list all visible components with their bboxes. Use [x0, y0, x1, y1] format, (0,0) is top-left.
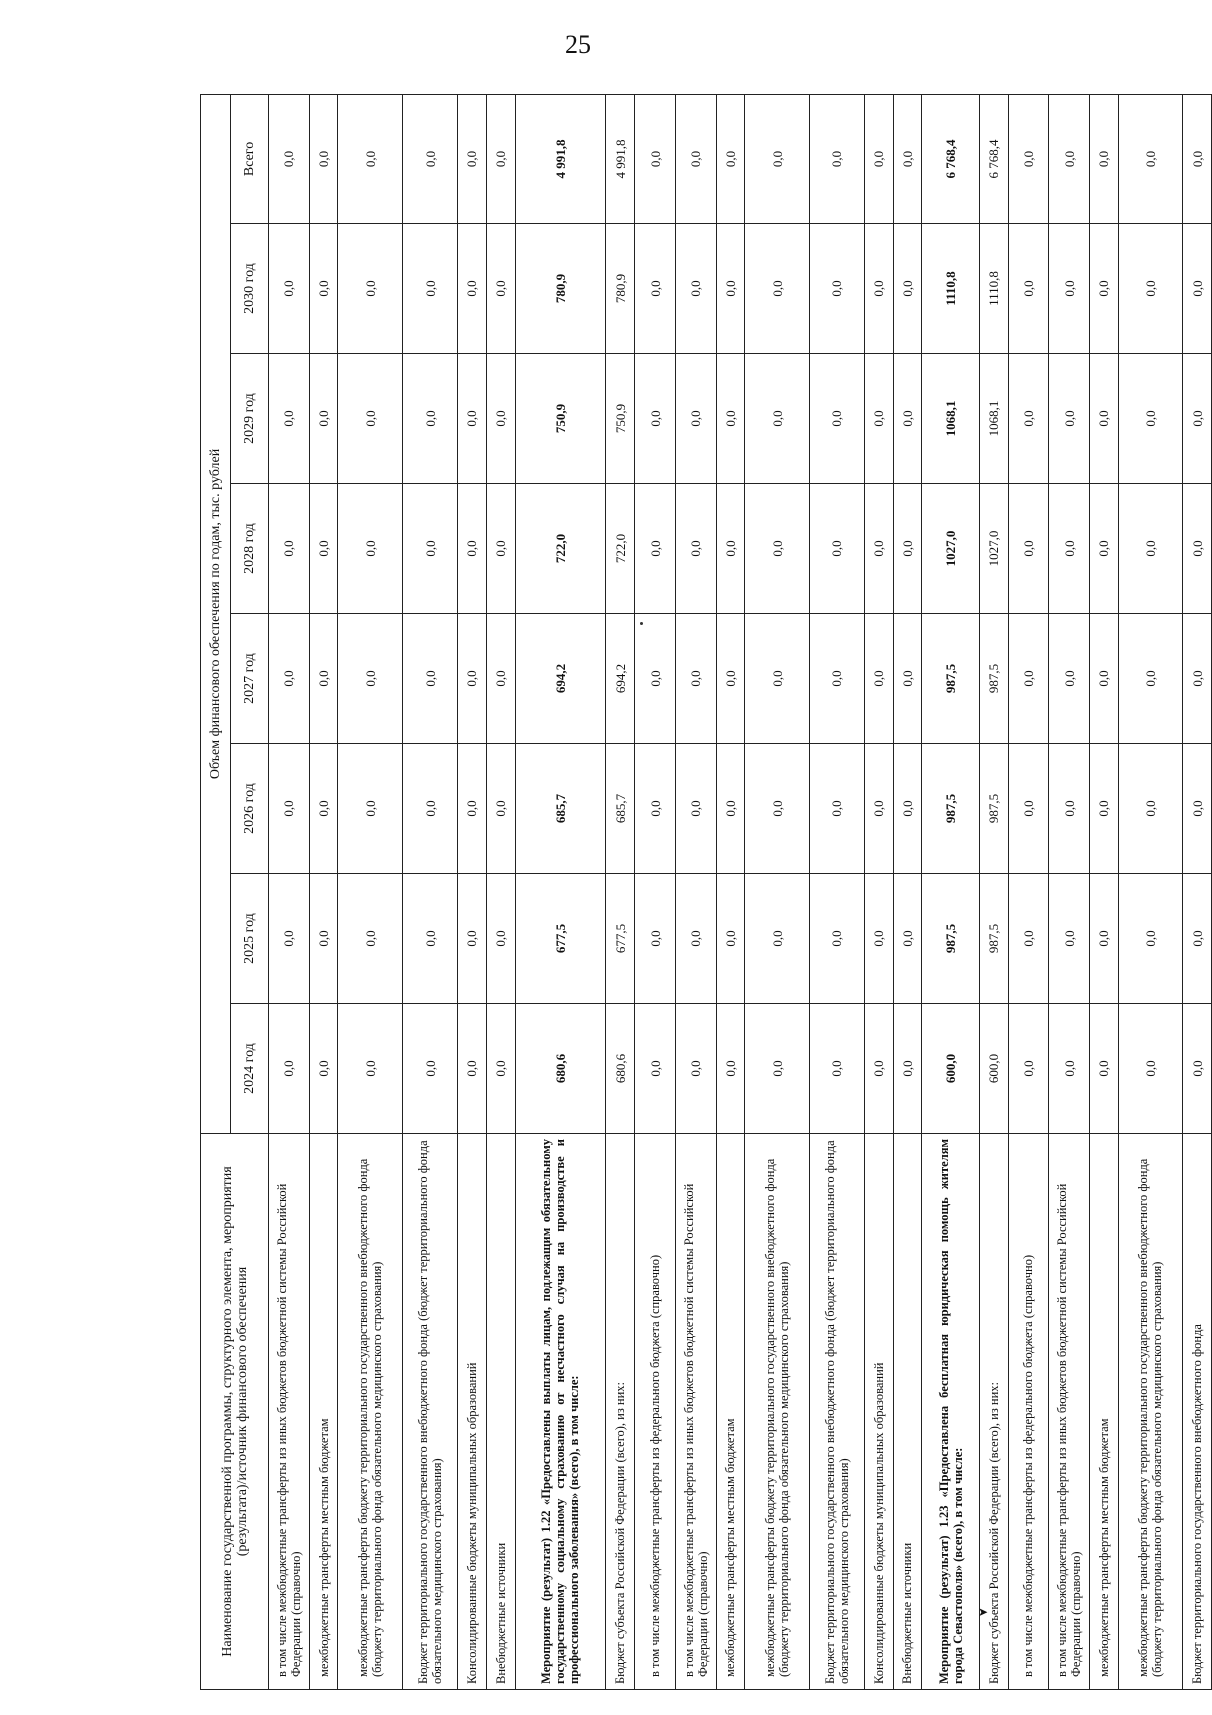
row-value: 0,0	[893, 484, 922, 614]
row-value: 0,0	[1049, 1004, 1090, 1134]
row-value: 0,0	[486, 874, 515, 1004]
row-value: 0,0	[893, 224, 922, 354]
row-value: 0,0	[1183, 744, 1212, 874]
table-row	[1183, 94, 1212, 1689]
row-value: 0,0	[1183, 1004, 1212, 1134]
row-value: 4 991,8	[515, 94, 606, 223]
page-number: 25	[565, 30, 591, 59]
row-value: 0,0	[458, 484, 487, 614]
row-name: Бюджет субъекта Российской Федерации (всего), из них:	[979, 1134, 1008, 1690]
row-value: 0,0	[809, 484, 864, 614]
table-row	[403, 94, 458, 1689]
row-value: 1027,0	[922, 484, 979, 614]
row-value: 0,0	[864, 354, 893, 484]
row-value: 0,0	[1089, 1004, 1118, 1134]
row-value: 0,0	[403, 1004, 458, 1134]
row-name: в том числе межбюджетные трансферты из федерального бюджета (справочно)	[1008, 1134, 1049, 1690]
header-group: Объем финансового обеспечения по годам, тыс. рублей	[201, 94, 231, 1133]
header-year: 2025 год	[231, 874, 269, 1004]
header-year: 2030 год	[231, 224, 269, 354]
row-name: межбюджетные трансферты бюджету территориального государственного внебюджетного фонда (бюджету территориального фонда обязательного медицинского страхования)	[1118, 1134, 1183, 1690]
row-value: 0,0	[1049, 354, 1090, 484]
row-value: 0,0	[309, 354, 338, 484]
row-value: 0,0	[486, 484, 515, 614]
row-value: 0,0	[1183, 874, 1212, 1004]
row-value: 0,0	[338, 744, 403, 874]
row-value: 0,0	[269, 354, 310, 484]
row-value: 0,0	[809, 94, 864, 223]
row-value: 694,2	[515, 614, 606, 744]
row-value: 987,5	[922, 744, 979, 874]
row-value: 0,0	[864, 744, 893, 874]
row-value: 0,0	[1008, 614, 1049, 744]
financing-table	[200, 94, 1212, 1690]
row-value: 0,0	[458, 354, 487, 484]
row-value: 0,0	[1118, 94, 1183, 223]
row-value: 0,0	[716, 1004, 745, 1134]
table-row	[1008, 94, 1049, 1689]
row-value: 0,0	[1183, 614, 1212, 744]
row-value: 0,0	[1049, 484, 1090, 614]
row-value: 0,0	[458, 94, 487, 223]
row-value: 0,0	[269, 224, 310, 354]
row-value: 694,2	[606, 614, 635, 744]
row-value: 6 768,4	[922, 94, 979, 223]
row-value: 6 768,4	[979, 94, 1008, 223]
row-value: 0,0	[893, 354, 922, 484]
row-value: 0,0	[486, 354, 515, 484]
row-value: 0,0	[1183, 94, 1212, 223]
row-value: 0,0	[403, 354, 458, 484]
row-value: 677,5	[515, 874, 606, 1004]
row-value: 0,0	[458, 744, 487, 874]
row-value: 0,0	[269, 484, 310, 614]
row-value: 0,0	[864, 1004, 893, 1134]
row-value: 0,0	[675, 354, 716, 484]
row-name: в том числе межбюджетные трансферты из иных бюджетов бюджетной системы Российской Федерации (справочно)	[675, 1134, 716, 1690]
header-year: 2024 год	[231, 1004, 269, 1134]
row-value: 0,0	[893, 744, 922, 874]
row-value: 722,0	[606, 484, 635, 614]
table-row	[745, 94, 810, 1689]
row-value: 780,9	[606, 224, 635, 354]
row-value: 0,0	[486, 1004, 515, 1134]
row-value: 0,0	[1049, 224, 1090, 354]
row-value: 4 991,8	[606, 94, 635, 223]
row-name: Внебюджетные источники	[893, 1134, 922, 1690]
row-value: 0,0	[675, 94, 716, 223]
table-row	[338, 94, 403, 1689]
row-name: в том числе межбюджетные трансферты из федерального бюджета (справочно)	[635, 1134, 676, 1690]
row-value: 1110,8	[922, 224, 979, 354]
row-value: 0,0	[1089, 744, 1118, 874]
row-name: Бюджет территориального государственного внебюджетного фонда (бюджет территориального фонда обязательного медицинского страхования)	[403, 1134, 458, 1690]
header-year: 2029 год	[231, 354, 269, 484]
row-value: 0,0	[309, 484, 338, 614]
row-value: 0,0	[745, 1004, 810, 1134]
row-name: межбюджетные трансферты местным бюджетам	[309, 1134, 338, 1690]
row-value: 0,0	[1089, 354, 1118, 484]
row-value: 0,0	[864, 224, 893, 354]
row-value: 0,0	[675, 874, 716, 1004]
row-value: 750,9	[515, 354, 606, 484]
row-value: 0,0	[309, 874, 338, 1004]
row-value: 0,0	[486, 614, 515, 744]
arrow-mark-icon: ➤	[978, 1605, 989, 1619]
row-value: 0,0	[675, 614, 716, 744]
row-value: 0,0	[269, 94, 310, 223]
row-value: 0,0	[403, 744, 458, 874]
row-value: 0,0	[809, 224, 864, 354]
row-value: 0,0	[809, 614, 864, 744]
header-year: 2028 год	[231, 484, 269, 614]
row-value: 600,0	[922, 1004, 979, 1134]
row-value: 0,0	[1118, 874, 1183, 1004]
row-value: 0,0	[745, 224, 810, 354]
row-value: 0,0	[635, 744, 676, 874]
row-value: 0,0	[403, 614, 458, 744]
row-value: 0,0	[403, 874, 458, 1004]
row-name: Консолидированные бюджеты муниципальных образований	[458, 1134, 487, 1690]
row-value: 0,0	[309, 224, 338, 354]
row-value: 0,0	[309, 1004, 338, 1134]
table-row	[309, 94, 338, 1689]
row-value: 0,0	[675, 1004, 716, 1134]
row-value: 0,0	[338, 1004, 403, 1134]
row-name: Бюджет территориального государственного внебюджетного фонда	[1183, 1134, 1212, 1690]
row-value: 0,0	[809, 744, 864, 874]
row-value: 0,0	[338, 484, 403, 614]
row-value: 0,0	[809, 874, 864, 1004]
row-value: 1110,8	[979, 224, 1008, 354]
row-value: 0,0	[1089, 614, 1118, 744]
row-value: 0,0	[1008, 224, 1049, 354]
row-name: Мероприятие (результат) 1.23 «Предоставлена бесплатная юридическая помощь жителям города Севастополя» (всего), в том числе:	[922, 1134, 979, 1690]
header-name-column: Наименование государственной программы, структурного элемента, мероприятия (результата)/источник финансового обеспечения	[201, 1134, 269, 1690]
table-row	[979, 94, 1008, 1689]
row-value: 0,0	[675, 224, 716, 354]
row-value: 0,0	[269, 744, 310, 874]
row-value: 0,0	[675, 744, 716, 874]
row-value: 0,0	[864, 874, 893, 1004]
row-value: 0,0	[403, 224, 458, 354]
row-value: 0,0	[745, 744, 810, 874]
row-value: 780,9	[515, 224, 606, 354]
row-value: 0,0	[1008, 744, 1049, 874]
row-value: 0,0	[809, 1004, 864, 1134]
row-value: 0,0	[458, 224, 487, 354]
row-value: 0,0	[1089, 94, 1118, 223]
row-value: 0,0	[1118, 614, 1183, 744]
row-value: 0,0	[309, 94, 338, 223]
row-value: 0,0	[745, 94, 810, 223]
row-value: 0,0	[1118, 224, 1183, 354]
row-name: в том числе межбюджетные трансферты из иных бюджетов бюджетной системы Российской Федерации (справочно)	[1049, 1134, 1090, 1690]
row-value: 0,0	[403, 94, 458, 223]
row-value: 0,0	[1049, 744, 1090, 874]
row-value: 0,0	[1049, 614, 1090, 744]
row-value: 685,7	[515, 744, 606, 874]
row-value: 0,0	[809, 354, 864, 484]
row-value: 0,0	[338, 94, 403, 223]
row-value: 0,0	[1118, 744, 1183, 874]
row-value: 750,9	[606, 354, 635, 484]
row-value: 0,0	[458, 614, 487, 744]
row-value: 0,0	[635, 224, 676, 354]
row-name: межбюджетные трансферты местным бюджетам	[716, 1134, 745, 1690]
row-value: 600,0	[979, 1004, 1008, 1134]
header-year: 2027 год	[231, 614, 269, 744]
row-value: 987,5	[979, 614, 1008, 744]
row-value: 0,0	[269, 874, 310, 1004]
row-value: 0,0	[675, 484, 716, 614]
table-row	[864, 94, 893, 1689]
row-value: 677,5	[606, 874, 635, 1004]
row-value: 0,0	[1049, 94, 1090, 223]
row-value: 0,0	[486, 94, 515, 223]
row-value: 0,0	[1118, 484, 1183, 614]
row-value: 0,0	[1008, 484, 1049, 614]
row-value: 0,0	[309, 614, 338, 744]
row-value: 0,0	[893, 874, 922, 1004]
table-row	[1089, 94, 1118, 1689]
row-value: 0,0	[893, 94, 922, 223]
row-value: 0,0	[635, 94, 676, 223]
row-value: 0,0	[1089, 874, 1118, 1004]
row-value: 0,0	[1008, 354, 1049, 484]
row-value: 0,0	[1089, 224, 1118, 354]
row-value: 0,0	[893, 614, 922, 744]
row-name: в том числе межбюджетные трансферты из иных бюджетов бюджетной системы Российской Федерации (справочно)	[269, 1134, 310, 1690]
row-value: 685,7	[606, 744, 635, 874]
row-value: 0,0	[486, 224, 515, 354]
row-name: Консолидированные бюджеты муниципальных образований	[864, 1134, 893, 1690]
row-name: Внебюджетные источники	[486, 1134, 515, 1690]
row-value: 0,0	[338, 224, 403, 354]
row-value: 1068,1	[979, 354, 1008, 484]
row-value: 0,0	[745, 614, 810, 744]
row-value: 0,0	[745, 874, 810, 1004]
row-value: 0,0	[1183, 354, 1212, 484]
row-name: Мероприятие (результат) 1.22 «Предоставлены выплаты лицам, подлежащим обязательному государственному социальному страхованию от несчастного случая на производстве и профессионального заболевания» (всего), в том числе:	[515, 1134, 606, 1690]
table-row	[269, 94, 310, 1689]
row-value: 0,0	[635, 874, 676, 1004]
row-value: 0,0	[1183, 484, 1212, 614]
row-value: 0,0	[309, 744, 338, 874]
row-value: 1027,0	[979, 484, 1008, 614]
row-value: 987,5	[979, 744, 1008, 874]
table-row	[486, 94, 515, 1689]
row-value: 0,0	[635, 484, 676, 614]
row-value: 0,0	[458, 1004, 487, 1134]
row-value: 0,0	[1118, 354, 1183, 484]
header-year: Всего	[231, 94, 269, 223]
row-name: межбюджетные трансферты местным бюджетам	[1089, 1134, 1118, 1690]
rotated-table-container	[200, 95, 1212, 1690]
row-name: Бюджет территориального государственного внебюджетного фонда (бюджет территориального фонда обязательного медицинского страхования)	[809, 1134, 864, 1690]
row-value: 0,0	[864, 94, 893, 223]
row-value: 0,0	[864, 484, 893, 614]
row-value: 0,0	[716, 94, 745, 223]
row-value: 680,6	[606, 1004, 635, 1134]
header-year: 2026 год	[231, 744, 269, 874]
table-row	[922, 94, 979, 1689]
row-value: 0,0	[635, 1004, 676, 1134]
row-value: 0,0	[486, 744, 515, 874]
row-value: 0,0	[269, 614, 310, 744]
row-name: Бюджет субъекта Российской Федерации (всего), из них:	[606, 1134, 635, 1690]
row-value: 987,5	[922, 614, 979, 744]
row-value: 0,0	[716, 614, 745, 744]
row-value: 0,0	[745, 484, 810, 614]
row-value: 0,0	[403, 484, 458, 614]
row-value: 0,0	[1008, 1004, 1049, 1134]
row-value: 0,0	[269, 1004, 310, 1134]
table-row	[635, 94, 676, 1689]
row-value: 0,0	[338, 354, 403, 484]
row-value: 0,0	[458, 874, 487, 1004]
row-name: межбюджетные трансферты бюджету территориального государственного внебюджетного фонда (бюджету территориального фонда обязательного медицинского страхования)	[745, 1134, 810, 1690]
row-value: 0,0	[864, 614, 893, 744]
row-value: 987,5	[979, 874, 1008, 1004]
row-value: 0,0	[1118, 1004, 1183, 1134]
row-value: 0,0	[338, 874, 403, 1004]
row-value: 0,0	[1008, 94, 1049, 223]
table-row	[893, 94, 922, 1689]
row-value: 680,6	[515, 1004, 606, 1134]
table-row	[675, 94, 716, 1689]
row-value: 0,0	[1008, 874, 1049, 1004]
row-value: 0,0	[338, 614, 403, 744]
table-row	[1118, 94, 1183, 1689]
table-row	[716, 94, 745, 1689]
table-row	[515, 94, 606, 1689]
row-value: 0,0	[716, 874, 745, 1004]
row-value: 0,0	[635, 614, 676, 744]
row-value: 0,0	[1049, 874, 1090, 1004]
row-value: 1068,1	[922, 354, 979, 484]
row-value: 0,0	[716, 224, 745, 354]
row-value: 722,0	[515, 484, 606, 614]
row-value: 0,0	[893, 1004, 922, 1134]
row-value: 0,0	[716, 484, 745, 614]
row-value: 0,0	[635, 354, 676, 484]
table-row	[1049, 94, 1090, 1689]
row-value: 0,0	[745, 354, 810, 484]
row-value: 0,0	[716, 744, 745, 874]
row-value: 0,0	[716, 354, 745, 484]
table-row	[809, 94, 864, 1689]
row-value: 0,0	[1183, 224, 1212, 354]
table-row	[606, 94, 635, 1689]
table-row	[458, 94, 487, 1689]
row-value: 0,0	[1089, 484, 1118, 614]
row-value: 987,5	[922, 874, 979, 1004]
row-name: межбюджетные трансферты бюджету территориального государственного внебюджетного фонда (бюджету территориального фонда обязательного медицинского страхования)	[338, 1134, 403, 1690]
